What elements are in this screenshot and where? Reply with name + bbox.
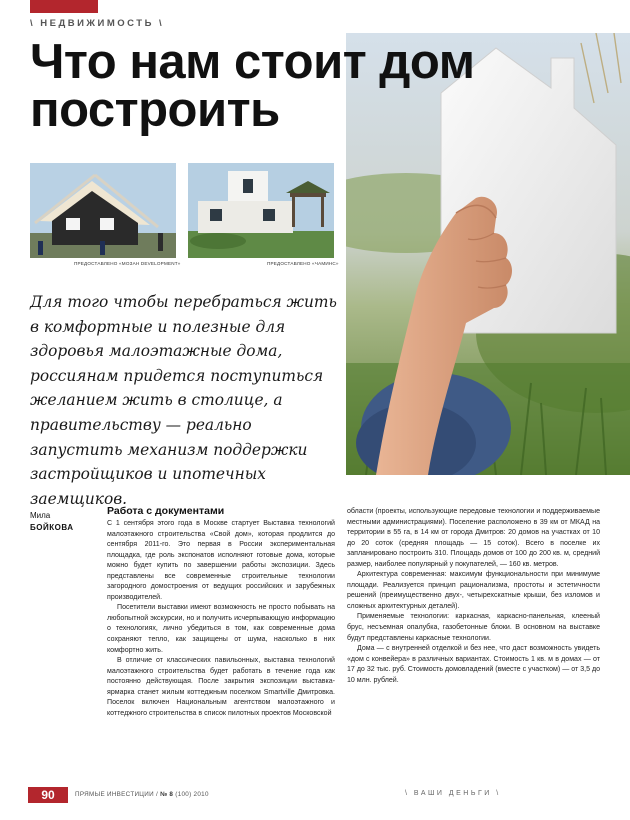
- construction-photo: [30, 163, 176, 258]
- footer-rubric: \ ВАШИ ДЕНЬГИ \: [405, 790, 501, 797]
- author-first-name: Мила: [30, 511, 51, 520]
- body-paragraph: Дома — с внутренней отделкой и без нее, что даст возможность увидеть «дом с конвейера» в различных вариантах. Стоимость 1 кв. м в домах — от 17 до 32 тыс. руб. Стоимость домовладений (вместе с участком) — от 3,5 до 10 млн. рублей.: [347, 645, 600, 684]
- magazine-name: ПРЯМЫЕ ИНВЕСТИЦИИ /: [75, 791, 158, 798]
- top-accent-bar: [30, 0, 98, 13]
- body-paragraph: области (проекты, использующие передовые технологии и поддерживаемые местными администрациями). Поселение расположено в 39 км от МКАД на территории в 55 га, в 14 км от города Дмитров: 20 домов на участках от 10 до 20 соток (средняя площадь — 15 соток). Всего в поселке их запланировано построить 310. Площадь домов от 100 до 200 кв. м, средний размер, наиболее популярный у покупателей, — 160 кв. метров.: [347, 508, 600, 568]
- photo-credit-1: ПРЕДОСТАВЛЕНО «МОЗАН DEVELOPMENT»: [74, 261, 181, 266]
- title-line-2: построить: [30, 83, 280, 137]
- section-rubric: \ НЕДВИЖИМОСТЬ \: [30, 18, 165, 29]
- title-line-1: Что нам стоит дом: [30, 35, 475, 89]
- author-byline: [30, 510, 73, 534]
- cottage-illustration: [188, 163, 334, 258]
- body-column-1: [107, 519, 335, 719]
- issue-details: (100) 2010: [175, 791, 209, 798]
- article-title: [30, 35, 590, 137]
- issue-number: № 8: [160, 791, 174, 798]
- body-paragraph: Архитектура современная: максимум функциональности при минимуме площади. Реализуется принцип рационализма, простоты и эстетичности решений (преимущественно двух-, четырехскатные крыши, без изломов и сложных архитектурных деталей).: [347, 571, 600, 610]
- body-paragraph: В отличие от классических павильонных, выставка технологий малоэтажного строительства будет работать в течение года как постоянно действующая. После закрытия экспозиции выставка-ярмарка станет жилым коттеджным поселком Smartville Дмитровка. Поселок включен Национальным агентством малоэтажного и коттеджного строительства в список пилотных проектов Московской: [107, 657, 335, 717]
- body-column-2: [347, 507, 600, 686]
- cottage-photo: [188, 163, 334, 258]
- page-number: 90: [28, 787, 68, 803]
- body-paragraph: С 1 сентября этого года в Москве стартует Выставка технологий малоэтажного строительства «Свой дом», которая продлится до сентября 2011-го. Это первая в России экспериментальная площадка, где роль экспонатов исполняют готовые дома, которые можно будет купить по завершении работы экспозиции. Здесь представлены все современные строительные технологии загородного домостроения от ведущих российских и зарубежных производителей.: [107, 520, 335, 601]
- lead-paragraph: Для того чтобы перебраться жить в комфортные и полезные для здоровья малоэтажные дома, россиянам придется поступиться желанием жить в столице, а правительству — реально запустить механизм поддержки застройщиков и ипотечных заемщиков.: [30, 293, 337, 508]
- photo-credit-2: ПРЕДОСТАВЛЕНО «ЧАМИНС»: [267, 261, 339, 266]
- magazine-footer: [75, 791, 209, 798]
- house-frame-illustration: [30, 163, 176, 258]
- author-last-name: БОЙКОВА: [30, 523, 74, 532]
- section-heading: Работа с документами: [107, 505, 225, 517]
- body-paragraph: Посетители выставки имеют возможность не просто побывать на любопытной экскурсии, но и получить исчерпывающую информацию о технологиях, лично убедиться в том, как современные дома сохраняют тепло, как защищены от шума, насколько в них комфортно жить.: [107, 604, 335, 654]
- body-paragraph: Применяемые технологии: каркасная, каркасно-панельная, клееный брус, несъемная опалубка, газобетонные блоки. В основном на выставке будут представлены каркасные технологии.: [347, 613, 600, 642]
